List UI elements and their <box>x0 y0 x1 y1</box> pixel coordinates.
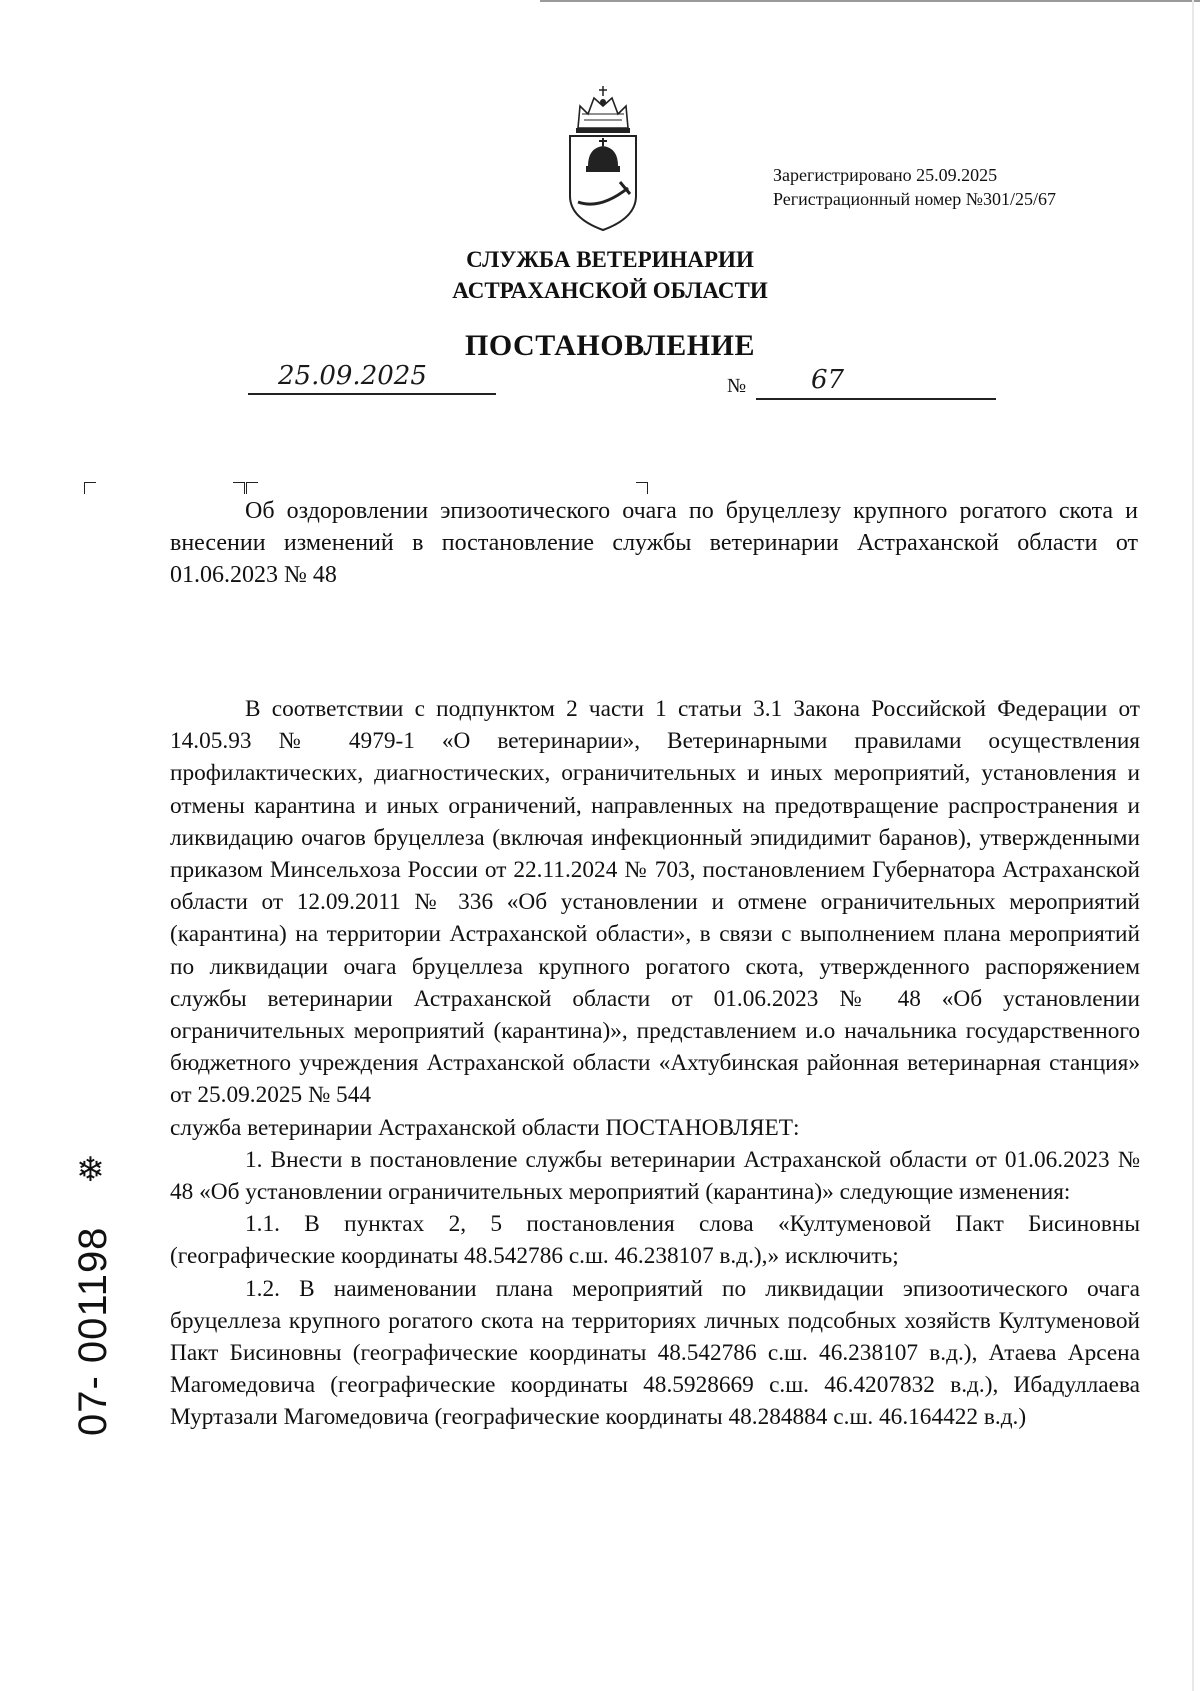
organization-name <box>300 244 920 306</box>
corner-mark <box>246 482 258 494</box>
corner-mark <box>84 482 96 494</box>
document-subject: Об оздоровлении эпизоотического очага по бруцеллезу крупного рогатого скота и внесении изменений в постановление службы ветеринарии Астраханской области от 01.06.2023 № 48 <box>170 498 1138 588</box>
corner-mark <box>233 482 245 494</box>
scan-edge-top <box>540 0 1200 2</box>
date-underline <box>248 393 496 395</box>
handwritten-number: 67 <box>811 365 845 395</box>
document-body <box>170 693 1140 1434</box>
registration-date: Зарегистрировано 25.09.2025 <box>773 165 998 185</box>
side-stamp-number: 07- 001198 <box>71 1226 115 1436</box>
corner-mark <box>636 482 648 494</box>
org-line-2: АСТРАХАНСКОЙ ОБЛАСТИ <box>452 278 768 303</box>
side-mark: ❄ <box>76 1150 105 1190</box>
number-sign: № <box>727 375 747 397</box>
preamble-paragraph: В соответствии с подпунктом 2 части 1 статьи 3.1 Закона Российской Федерации от 14.05.93 № 4979-1 «О ветеринарии», Ветеринарными правилами осуществления профилактических, диагностических, ограничительных и иных мероприятий, установления и отмены карантина и иных ограничений, направленных на предотвращение распространения и ликвидацию очагов бруцеллеза (включая инфекционный эпидидимит баранов), утвержденными приказом Минсельхоза России от 22.11.2024 № 703, постановлением Губернатора Астраханской области от 12.09.2011 № 336 «Об установлении и отмене ограничительных мероприятий (карантина) на территории Астраханской области», в связи с выполнением плана мероприятий по ликвидации очага бруцеллеза крупного рогатого скота, утвержденного распоряжением службы ветеринарии Астраханской области от 01.06.2023 № 48 «Об установлении ограничительных мероприятий (карантина)», представлением и.о начальника государственного бюджетного учреждения Астраханской области «Ахтубинская районная ветеринарная станция» от 25.09.2025 № 544 <box>170 696 1140 1109</box>
number-underline <box>756 398 996 400</box>
item-1: 1. Внести в постановление службы ветеринарии Астраханской области от 01.06.2023 № 48 «Об установлении ограничительных мероприятий (карантина)» следующие изменения: <box>170 1146 1140 1206</box>
scan-edge-right <box>1192 0 1194 1691</box>
registration-number: Регистрационный номер №301/25/67 <box>773 189 1056 209</box>
registration-block <box>773 163 1056 211</box>
handwritten-date: 25.09.2025 <box>278 361 427 391</box>
document-type: ПОСТАНОВЛЕНИЕ <box>465 329 755 362</box>
item-1-2: 1.2. В наименовании плана мероприятий по ликвидации эпизоотического очага бруцеллеза крупного рогатого скота на территориях личных подсобных хозяйств Култуменовой Пакт Бисиновны (географические координаты 48.542786 с.ш. 46.238107 в.д.), Атаева Арсена Магомедовича (географические координаты 48.5928669 с.ш. 46.4207832 в.д.), Ибадуллаева Муртазали Магомедовича (географические координаты 48.284884 с.ш. 46.164422 в.д.) <box>170 1275 1140 1431</box>
resolves-line: служба ветеринарии Астраханской области ПОСТАНОВЛЯЕТ: <box>170 1114 800 1141</box>
org-line-1: СЛУЖБА ВЕТЕРИНАРИИ <box>466 247 754 272</box>
coat-of-arms-icon <box>564 84 642 234</box>
item-1-1: 1.1. В пунктах 2, 5 постановления слова «Култуменовой Пакт Бисиновны (географические координаты 48.542786 с.ш. 46.238107 в.д.),» исключить; <box>170 1211 1140 1270</box>
